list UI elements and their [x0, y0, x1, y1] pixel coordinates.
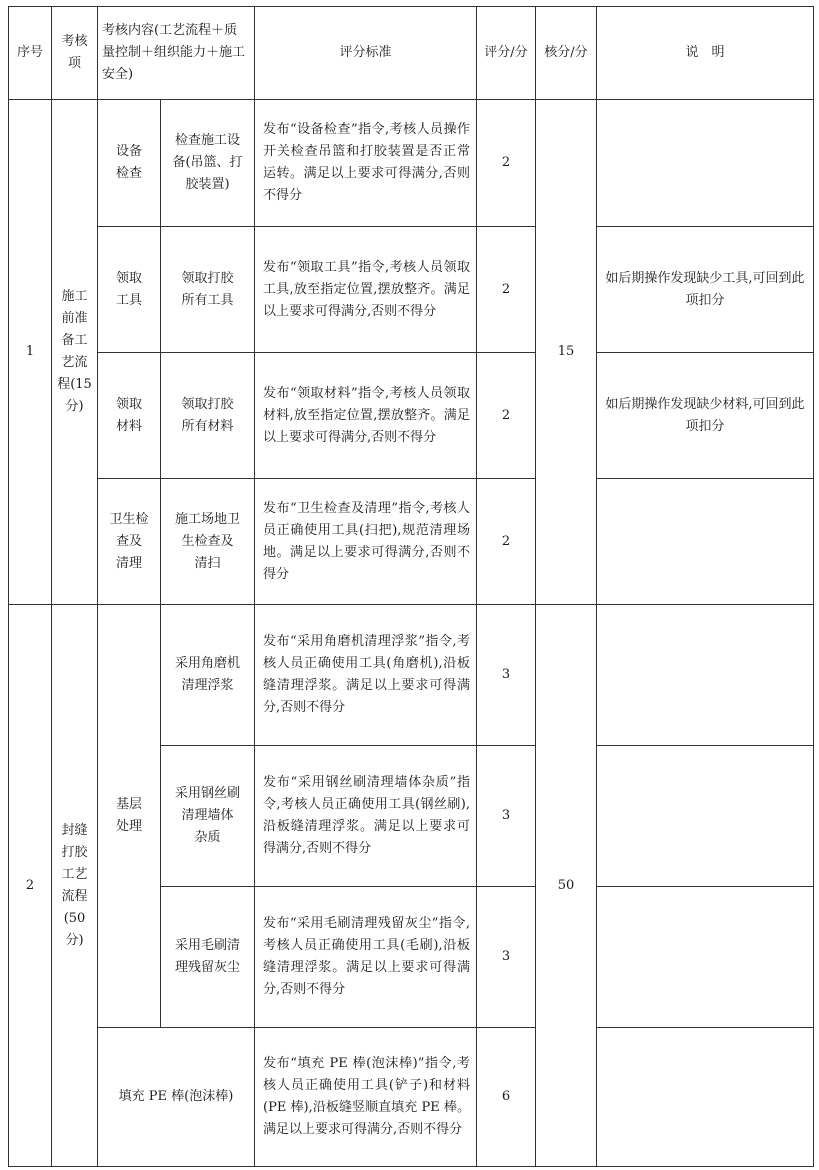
score-cell: 6 [477, 1028, 536, 1167]
criteria-cell: 发布“采用钢丝刷清理墙体杂质”指令,考核人员正确使用工具(钢丝刷),沿板缝清理浮浆。满足以上要求可得满分,否则不得分 [255, 746, 477, 887]
table-row [9, 353, 814, 479]
criteria-cell: 发布“采用角磨机清理浮浆”指令,考核人员正确使用工具(角磨机),沿板缝清理浮浆。满足以上要求可得满分,否则不得分 [255, 605, 477, 746]
remark-cell [597, 605, 814, 746]
section-number: 1 [9, 100, 52, 605]
content-cell: 领取打胶 所有材料 [161, 353, 255, 479]
category-cell: 设备 检查 [98, 100, 161, 227]
score-cell: 2 [477, 353, 536, 479]
criteria-cell: 发布“填充 PE 棒(泡沫棒)”指令,考核人员正确使用工具(铲子)和材料(PE 棒),沿板缝竖顺直填充 PE 棒。满足以上要求可得满分,否则不得分 [255, 1028, 477, 1167]
remark-cell [597, 1028, 814, 1167]
remark-cell [597, 746, 814, 887]
header-criteria: 评分标准 [255, 7, 477, 100]
score-cell: 2 [477, 100, 536, 227]
section-number: 2 [9, 605, 52, 1167]
remark-cell [597, 479, 814, 605]
table-row [9, 479, 814, 605]
remark-cell: 如后期操作发现缺少材料,可回到此项扣分 [597, 353, 814, 479]
section-item: 封缝 打胶 工艺 流程 (50 分) [52, 605, 98, 1167]
header-subtotal: 核分/分 [536, 7, 597, 100]
content-cell: 采用钢丝刷 清理墙体 杂质 [161, 746, 255, 887]
content-cell: 领取打胶 所有工具 [161, 227, 255, 353]
score-cell: 3 [477, 746, 536, 887]
category-cell: 领取 工具 [98, 227, 161, 353]
header-content: 考核内容(工艺流程＋质量控制＋组织能力＋施工安全) [98, 7, 255, 100]
score-cell: 3 [477, 605, 536, 746]
content-cell: 检查施工设 备(吊篮、打 胶装置) [161, 100, 255, 227]
table-row [9, 227, 814, 353]
header-item: 考核 项 [52, 7, 98, 100]
criteria-cell: 发布“卫生检查及清理”指令,考核人员正确使用工具(扫把),规范清理场地。满足以上要求可得满分,否则不得分 [255, 479, 477, 605]
score-cell: 2 [477, 479, 536, 605]
remark-cell [597, 100, 814, 227]
category-cell: 领取 材料 [98, 353, 161, 479]
section-subtotal: 50 [536, 605, 597, 1167]
section-item: 施工 前准 备工 艺流 程(15 分) [52, 100, 98, 605]
category-cell: 基层 处理 [98, 605, 161, 1028]
header-row [9, 7, 814, 100]
content-cell: 填充 PE 棒(泡沫棒) [98, 1028, 255, 1167]
score-cell: 3 [477, 887, 536, 1028]
table-row [9, 605, 814, 746]
remark-cell [597, 887, 814, 1028]
section-subtotal: 15 [536, 100, 597, 605]
criteria-cell: 发布“采用毛刷清理残留灰尘”指令,考核人员正确使用工具(毛刷),沿板缝清理浮浆。满足以上要求可得满分,否则不得分 [255, 887, 477, 1028]
criteria-cell: 发布“设备检查”指令,考核人员操作开关检查吊篮和打胶装置是否正常运转。满足以上要求可得满分,否则不得分 [255, 100, 477, 227]
header-remark: 说 明 [597, 7, 814, 100]
score-cell: 2 [477, 227, 536, 353]
criteria-cell: 发布“领取工具”指令,考核人员领取工具,放至指定位置,摆放整齐。满足以上要求可得满分,否则不得分 [255, 227, 477, 353]
header-score: 评分/分 [477, 7, 536, 100]
content-cell: 施工场地卫 生检查及 清扫 [161, 479, 255, 605]
remark-cell: 如后期操作发现缺少工具,可回到此项扣分 [597, 227, 814, 353]
scoring-table [8, 6, 814, 1167]
criteria-cell: 发布“领取材料”指令,考核人员领取材料,放至指定位置,摆放整齐。满足以上要求可得满分,否则不得分 [255, 353, 477, 479]
content-cell: 采用毛刷清 理残留灰尘 [161, 887, 255, 1028]
table-row [9, 1028, 814, 1167]
content-cell: 采用角磨机 清理浮浆 [161, 605, 255, 746]
category-cell: 卫生检 查及 清理 [98, 479, 161, 605]
header-no: 序号 [9, 7, 52, 100]
table-row [9, 100, 814, 227]
